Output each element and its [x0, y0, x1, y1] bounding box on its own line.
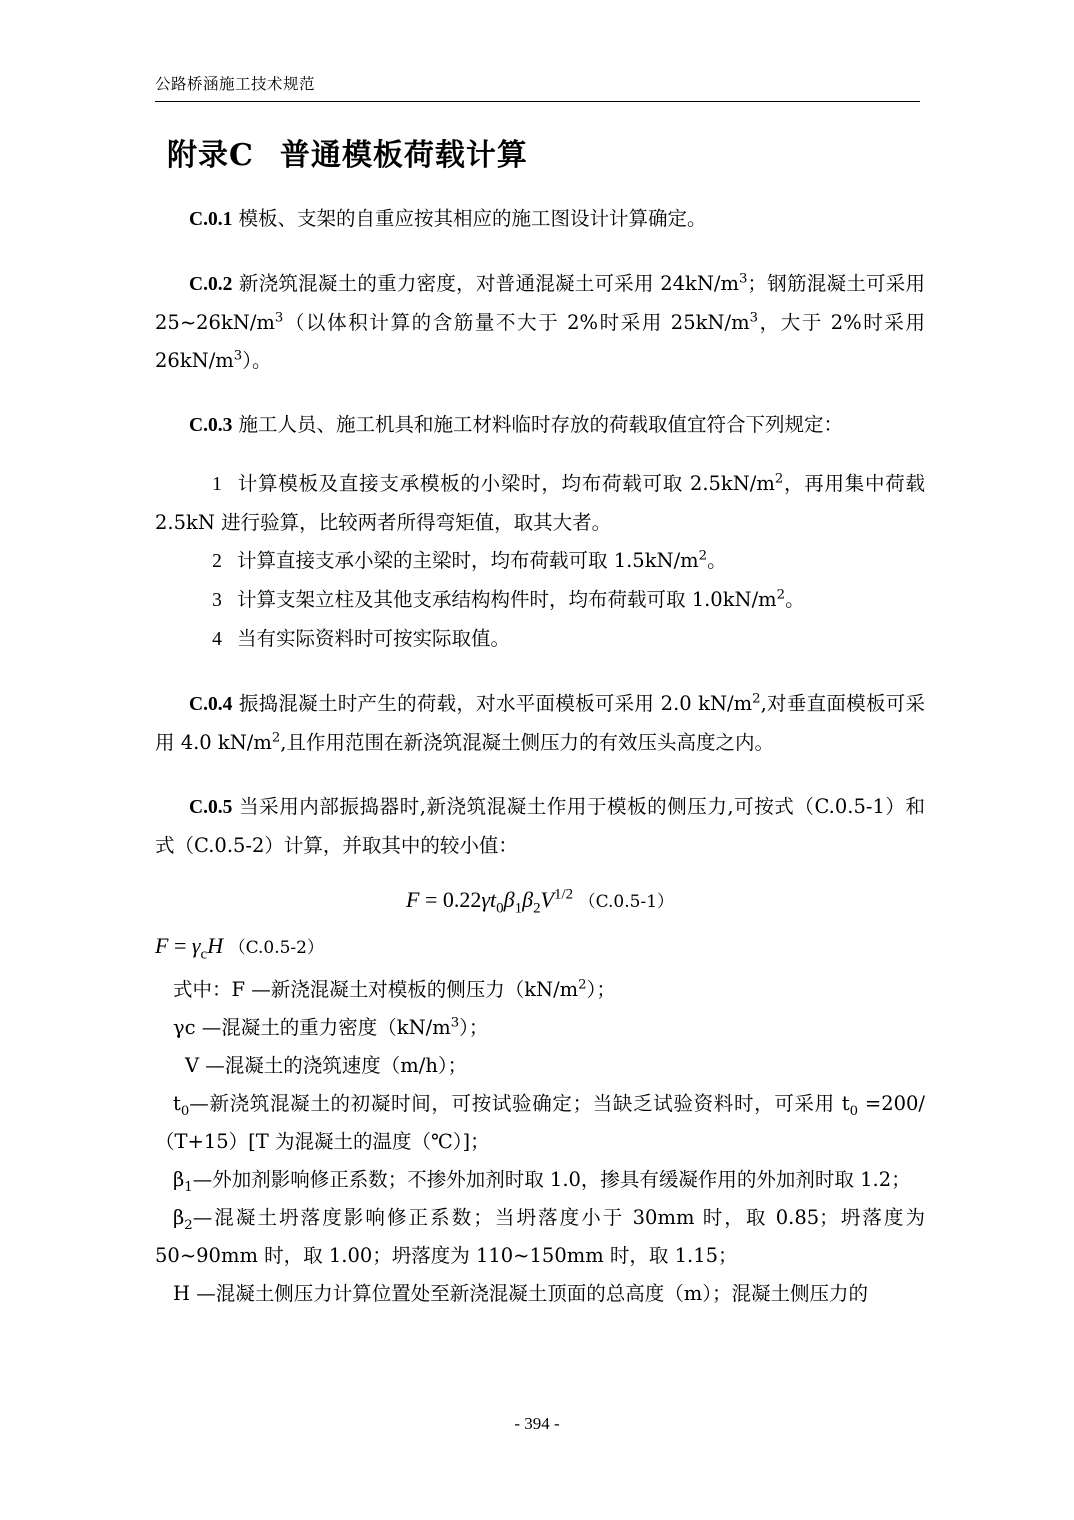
formula-c005-1-v: V [540, 886, 554, 912]
clause-c002-text-1: 新浇筑混凝土的重力密度，对普通混凝土可采用 24kN/m [238, 272, 739, 296]
formula-c005-1 [155, 886, 925, 917]
clause-c003-item-3-text-2: 。 [785, 587, 805, 611]
formula-c005-1-beta2-sub: 2 [533, 900, 541, 917]
definition-t0-sub-2: 0 [849, 1103, 858, 1119]
page-content [155, 130, 925, 1313]
clause-c004-sup-2: 2 [271, 730, 281, 746]
formula-c005-1-beta1-sub: 1 [514, 900, 523, 917]
definition-beta2-symbol-sub: 2 [184, 1217, 193, 1233]
formula-c005-1-gamma: γ [481, 886, 491, 912]
clause-c003-item-2-number: 2 [212, 550, 222, 572]
clause-c003-item-2-text-2: 。 [707, 548, 727, 572]
clause-c004-text-3: ,且作用范围在新浇筑混凝土侧压力的有效压头高度之内。 [280, 730, 774, 754]
running-title: 公路桥涵施工技术规范 [155, 75, 316, 93]
definition-beta2-text: —混凝土坍落度影响修正系数；当坍落度小于 30mm 时，取 0.85；坍落度为 50~90mm 时，取 1.00；坍落度为 110~150mm 时，取 1.15； [155, 1205, 925, 1267]
formula-c005-2 [155, 932, 925, 963]
clause-c004-text-2: ,对垂直面模板可采用 4.0 kN/m [155, 691, 925, 754]
formula-c005-1-beta2: β [522, 886, 534, 912]
formula-c005-2-gamma-sub: c [200, 946, 208, 963]
definition-V [155, 1047, 925, 1085]
definition-t0 [155, 1085, 925, 1161]
appendix-title-prefix: 附录C [167, 138, 254, 173]
clause-c001 [155, 200, 925, 239]
clause-c002-text-4: ，大于 2%时采用 26kN/m [155, 311, 925, 373]
definition-t0-symbol: t [173, 1091, 181, 1115]
formula-c005-2-h: H [207, 932, 224, 958]
clause-c003-item-4-text-1: 当有实际资料时可按实际取值。 [237, 626, 511, 650]
clause-c003 [155, 406, 925, 445]
clause-c003-text: 施工人员、施工机具和施工材料临时存放的荷载取值宜符合下列规定： [238, 413, 844, 437]
list-item [155, 542, 925, 581]
formula-c005-2-lhs: F [155, 932, 169, 958]
clause-c003-item-3-number: 3 [212, 589, 222, 611]
clause-c003-item-3-sup: 2 [776, 587, 786, 603]
definition-beta1-symbol-sub: 1 [184, 1179, 193, 1195]
clause-c004-number: C.0.4 [189, 693, 233, 715]
definition-t0-text-1: —新浇筑混凝土的初凝时间，可按试验确定；当缺乏试验资料时，可采用 t [189, 1091, 850, 1115]
formula-c005-1-beta1: β [503, 886, 515, 912]
clause-c003-item-3-text-1: 计算支架立柱及其他支承结构构件时，均布荷载可取 1.0kN/m [237, 587, 777, 611]
clause-c002-number: C.0.2 [189, 274, 233, 296]
definition-beta1-symbol: β [173, 1167, 185, 1191]
definition-beta1 [155, 1161, 925, 1199]
definition-V-text: V —混凝土的浇筑速度（m/h）； [185, 1053, 468, 1077]
definition-F-text-2: ）； [586, 977, 616, 1001]
definition-t0-symbol-sub: 0 [180, 1103, 190, 1119]
page-footer [0, 1414, 1074, 1434]
clause-c004 [155, 685, 925, 762]
clause-c003-item-1-sup: 2 [774, 471, 784, 487]
clause-c003-item-4-number: 4 [212, 628, 222, 650]
clause-c003-item-2-sup: 2 [698, 548, 708, 564]
formula-c005-2-eq: = [173, 932, 187, 958]
definition-gamma-c-sup: 3 [450, 1015, 460, 1031]
clause-c003-item-1-text-1: 计算模板及直接支承模板的小梁时，均布荷载可取 2.5kN/m [237, 471, 775, 495]
page-number: - 394 - [514, 1414, 560, 1433]
list-item [155, 465, 925, 542]
definition-F-sup: 2 [578, 977, 587, 993]
definition-gamma-c [155, 1009, 925, 1047]
formula-c005-1-tag: （C.0.5-1） [578, 891, 675, 912]
clause-c004-sup-1: 2 [752, 691, 761, 707]
clause-c002-sup-4: 3 [233, 348, 243, 364]
formula-c005-2-gamma: γ [191, 932, 201, 958]
definition-t0-text-2: =200/（T+15）[T 为混凝土的温度（℃）]； [155, 1091, 926, 1153]
definition-F-text-1: 式中：F —新浇混凝土对模板的侧压力（kN/m [173, 977, 579, 1001]
formula-c005-2-tag: （C.0.5-2） [228, 937, 324, 958]
definition-gamma-c-text-2: ）； [459, 1015, 489, 1039]
clause-c003-number: C.0.3 [189, 415, 233, 437]
symbol-definitions [155, 971, 925, 1313]
definition-F [155, 971, 925, 1009]
clause-c002-sup-3: 3 [749, 310, 758, 326]
clause-c002 [155, 265, 925, 380]
clause-c004-text-1: 振捣混凝土时产生的荷载，对水平面模板可采用 2.0 kN/m [238, 691, 753, 715]
clause-c002-sup-2: 3 [274, 310, 284, 326]
clause-c003-item-1-number: 1 [212, 473, 222, 495]
clause-c003-item-1-text-2: ，再用集中荷载 2.5kN 进行验算，比较两者所得弯矩值，取其大者。 [155, 471, 925, 534]
clause-c005 [155, 788, 925, 865]
list-item [155, 581, 925, 620]
formula-c005-1-v-sup: 1/2 [554, 886, 574, 903]
appendix-title-main: 普通模板荷载计算 [279, 138, 528, 173]
clause-c002-sup-1: 3 [738, 271, 748, 287]
definition-H [155, 1275, 925, 1313]
clause-c001-text: 模板、支架的自重应按其相应的施工图设计计算确定。 [238, 207, 707, 230]
clause-c005-number: C.0.5 [189, 796, 233, 818]
clause-c002-text-3: （以体积计算的含筋量不大于 2%时采用 25kN/m [283, 311, 750, 335]
formula-c005-1-eq: = [424, 886, 438, 912]
definition-beta1-text: —外加剂影响修正系数；不掺外加剂时取 1.0，掺具有缓凝作用的外加剂时取 1.2； [192, 1167, 911, 1191]
clause-c002-text-2: ；钢筋混凝土可采用 25~26kN/m [155, 272, 925, 335]
definition-beta2 [155, 1199, 925, 1275]
definition-gamma-c-text-1: γc —混凝土的重力密度（kN/m [173, 1015, 451, 1039]
formula-c005-1-t-sub: 0 [496, 900, 504, 917]
page-title [167, 130, 925, 174]
definition-beta2-symbol: β [173, 1205, 185, 1229]
formula-c005-1-t: t [490, 886, 497, 912]
list-item [155, 620, 925, 659]
clause-c001-number: C.0.1 [189, 209, 233, 230]
clause-c003-item-2-text-1: 计算直接支承小梁的主梁时，均布荷载可取 1.5kN/m [237, 548, 699, 572]
formula-c005-1-coef: 0.22 [442, 886, 482, 912]
page-header [155, 72, 920, 102]
header-divider [155, 101, 920, 102]
definition-H-text: H —混凝土侧压力计算位置处至新浇混凝土顶面的总高度（m）；混凝土侧压力的 [173, 1281, 868, 1305]
clause-c005-text: 当采用内部振捣器时,新浇筑混凝土作用于模板的侧压力,可按式（C.0.5-1）和式（C.0.5-2）计算，并取其中的较小值： [155, 794, 925, 857]
formula-c005-1-lhs: F [405, 886, 420, 912]
clause-c002-text-5: ）。 [242, 349, 272, 373]
